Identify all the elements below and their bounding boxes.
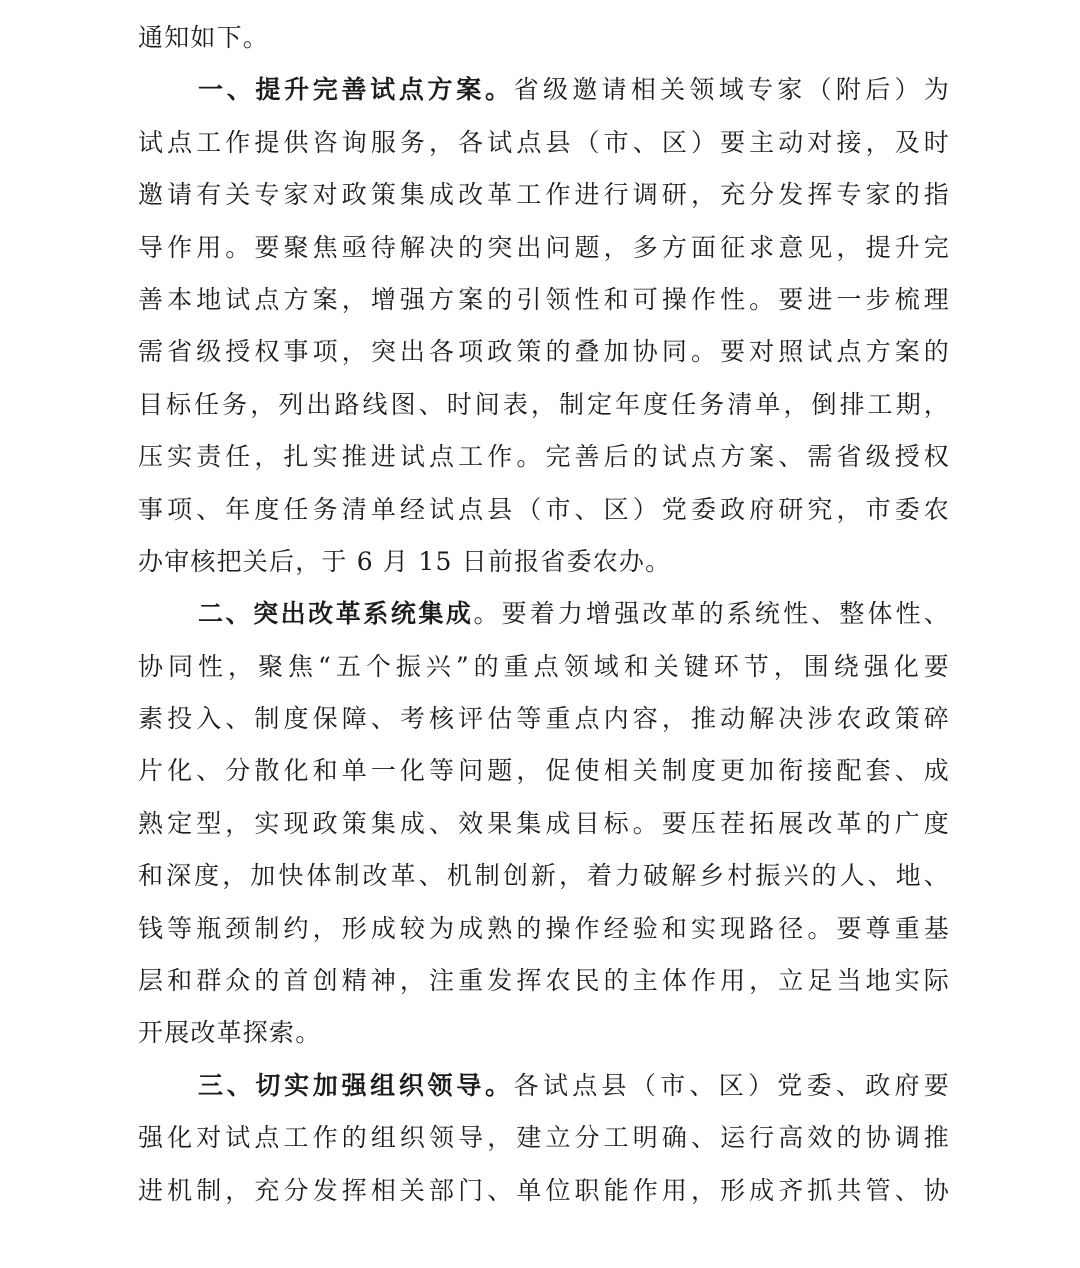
document-page [138,12,950,1217]
body-line: 协同性，聚焦“五个振兴”的重点领域和关键环节，围绕强化要 [138,651,950,681]
body-line: 试点工作提供咨询服务，各试点县（市、区）要主动对接，及时 [138,127,950,157]
body-line: 善本地试点方案，增强方案的引领性和可操作性。要进一步梳理 [138,284,950,314]
body-line: 压实责任，扎实推进试点工作。完善后的试点方案、需省级授权 [138,442,950,472]
section-heading: 二、突出改革系统集成 [198,599,474,629]
body-line: 素投入、制度保障、考核评估等重点内容，推动解决涉农政策碎 [138,704,950,734]
body-line: 目标任务，列出路线图、时间表，制定年度任务清单，倒排工期， [138,389,950,419]
body-line: 钱等瓶颈制约，形成较为成熟的操作经验和实现路径。要尊重基 [138,913,950,943]
section-first-line-text: 各试点县（市、区）党委、政府要 [513,1070,950,1100]
intro-tail-line: 通知如下。 [138,23,270,52]
section-first-line-text: 。要着力增强改革的系统性、整体性、 [473,599,950,629]
section [138,1060,950,1217]
body-line: 和深度，加快体制改革、机制创新，着力破解乡村振兴的人、地、 [138,861,950,891]
section-first-line [138,588,950,640]
body-line: 办审核把关后，于 6 月 15 日前报省委农办。 [138,546,672,576]
section [138,588,950,1060]
section-heading: 三、切实加强组织领导。 [198,1070,514,1100]
body-line: 需省级授权事项，突出各项政策的叠加协同。要对照试点方案的 [138,337,950,367]
body-line: 片化、分散化和单一化等问题，促使相关制度更加衔接配套、成 [138,756,950,786]
section-first-line [138,64,950,116]
body-line: 开展改革探索。 [138,1018,322,1048]
section-heading: 一、提升完善试点方案。 [198,75,514,105]
section-first-line-text: 省级邀请相关领域专家（附后）为 [513,75,950,105]
body-line: 事项、年度任务清单经试点县（市、区）党委政府研究，市委农 [138,494,950,524]
body-line: 强化对试点工作的组织领导，建立分工明确、运行高效的协调推 [138,1123,950,1153]
body-line: 层和群众的首创精神，注重发挥农民的主体作用，立足当地实际 [138,966,950,996]
body-line: 进机制，充分发挥相关部门、单位职能作用，形成齐抓共管、协 [138,1175,950,1205]
section [138,64,950,588]
body-line: 熟定型，实现政策集成、效果集成目标。要压茬拓展改革的广度 [138,808,950,838]
body-line: 邀请有关专家对政策集成改革工作进行调研，充分发挥专家的指 [138,180,950,210]
body-line: 导作用。要聚焦亟待解决的突出问题，多方面征求意见，提升完 [138,232,950,262]
section-first-line [138,1060,950,1112]
